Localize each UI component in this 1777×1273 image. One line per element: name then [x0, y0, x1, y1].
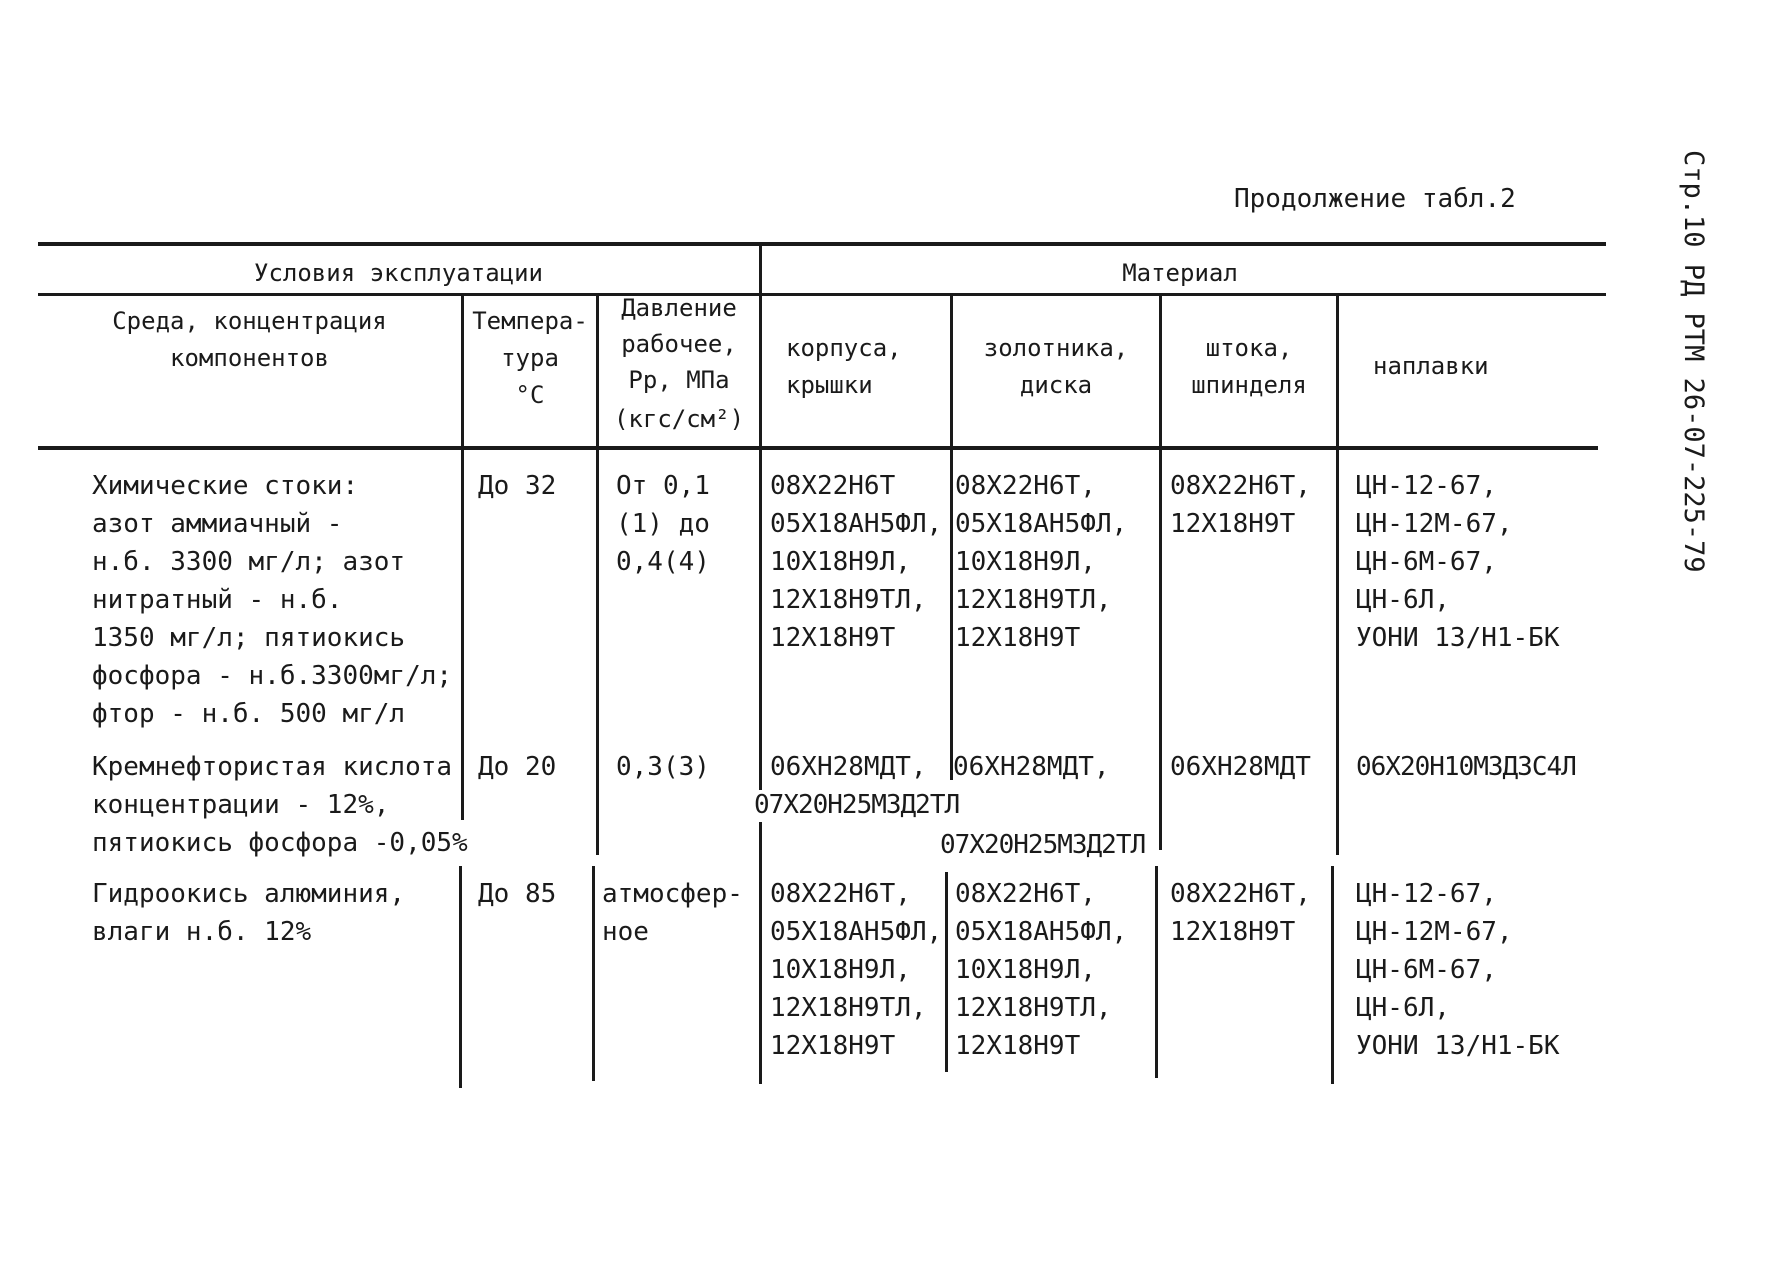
row1-disc: 08Х22Н6Т, 05Х18АН5ФЛ, 10Х18Н9Л, 12Х18Н9ТЛ, 12Х18Н9Т	[955, 471, 1128, 653]
header-bottom-rule	[38, 446, 1598, 450]
body-divider-medium-temp-r3	[459, 866, 462, 1088]
header-disc: золотника, диска	[983, 334, 1129, 399]
header-temperature-unit: °C	[515, 381, 545, 409]
body-divider-temp-pressure-r3	[592, 866, 595, 1081]
row3-body: 08Х22Н6Т, 05Х18АН5ФЛ, 10Х18Н9Л, 12Х18Н9ТЛ, 12Х18Н9Т	[770, 879, 943, 1061]
header-conditions: Условия эксплуатации	[254, 259, 543, 287]
row3-overlay: ЦН-12-67, ЦН-12М-67, ЦН-6М-67, ЦН-6Л, УОНИ 13/Н1-БК	[1356, 879, 1560, 1061]
row2-temperature: До 20	[478, 752, 557, 782]
body-divider-body-disc	[950, 450, 953, 780]
header-pressure-unit: (кгс/см²)	[613, 405, 745, 433]
body-divider-body-disc-r3	[945, 872, 948, 1072]
body-divider-pressure-body-r3	[759, 822, 762, 1084]
body-divider-stem-overlay	[1336, 450, 1339, 855]
row1-medium: Химические стоки: азот аммиачный - н.б. 3300 мг/л; азот нитратный - н.б. 1350 мг/л; пятиокись фосфора - н.б.3300мг/л; фтор - н.б. 500 мг/л	[92, 471, 453, 729]
row1-pressure: От 0,1 (1) до 0,4(4)	[616, 471, 710, 577]
header-split-rule	[38, 293, 1606, 296]
row3-medium: Гидроокись алюминия, влаги н.б. 12%	[92, 879, 406, 947]
header-pressure: Давление рабочее, Рр, МПа	[621, 294, 737, 394]
page-side-label: Стр.10 РД РТМ 26-07-225-79	[1678, 150, 1709, 573]
row3-disc: 08Х22Н6Т, 05Х18АН5ФЛ, 10Х18Н9Л, 12Х18Н9ТЛ, 12Х18Н9Т	[955, 879, 1128, 1061]
header-overlay: наплавки	[1373, 352, 1489, 380]
row1-overlay: ЦН-12-67, ЦН-12М-67, ЦН-6М-67, ЦН-6Л, УОНИ 13/Н1-БК	[1356, 471, 1560, 653]
row3-pressure: атмосфер- ное	[602, 879, 743, 947]
row2-pressure: 0,3(3)	[616, 752, 710, 782]
body-divider-pressure-body	[759, 450, 762, 790]
row3-temperature: До 85	[478, 879, 557, 909]
row1-body: 08Х22Н6Т 05Х18АН5ФЛ, 10Х18Н9Л, 12Х18Н9ТЛ, 12Х18Н9Т	[770, 471, 943, 653]
row3-stem: 08Х22Н6Т, 12Х18Н9Т	[1170, 879, 1311, 947]
row2-medium: Кремнефтористая кислота концентрации - 12%, пятиокись фосфора -0,05%	[92, 752, 468, 858]
table-top-rule	[38, 242, 1606, 246]
header-material: Материал	[1122, 259, 1238, 287]
row2-body: 06ХН28МДТ,	[770, 752, 927, 782]
header-stem: штока, шпинделя	[1191, 334, 1307, 399]
row2-overlay: 06Х20Н10М3Д3С4Л	[1356, 752, 1576, 782]
table-continuation-caption: Продолжение табл.2	[1234, 184, 1516, 214]
body-divider-disc-stem-r3	[1155, 866, 1158, 1078]
header-medium: Среда, концентрация компонентов	[112, 307, 387, 372]
row2-disc-extra: 07Х20Н25М3Д2ТЛ	[940, 830, 1146, 860]
header-body: корпуса, крышки	[786, 334, 902, 399]
body-divider-stem-overlay-r3	[1331, 866, 1334, 1084]
row2-stem: 06ХН28МДТ	[1170, 752, 1311, 782]
row2-disc: 06ХН28МДТ,	[953, 752, 1110, 782]
row2-body-extra: 07Х20Н25М3Д2ТЛ	[754, 790, 960, 820]
row1-temperature: До 32	[478, 471, 557, 501]
row1-stem: 08Х22Н6Т, 12Х18Н9Т	[1170, 471, 1311, 539]
body-divider-temp-pressure	[596, 450, 599, 855]
header-temperature: Темпера- тура	[472, 307, 588, 372]
body-divider-disc-stem	[1159, 450, 1162, 850]
